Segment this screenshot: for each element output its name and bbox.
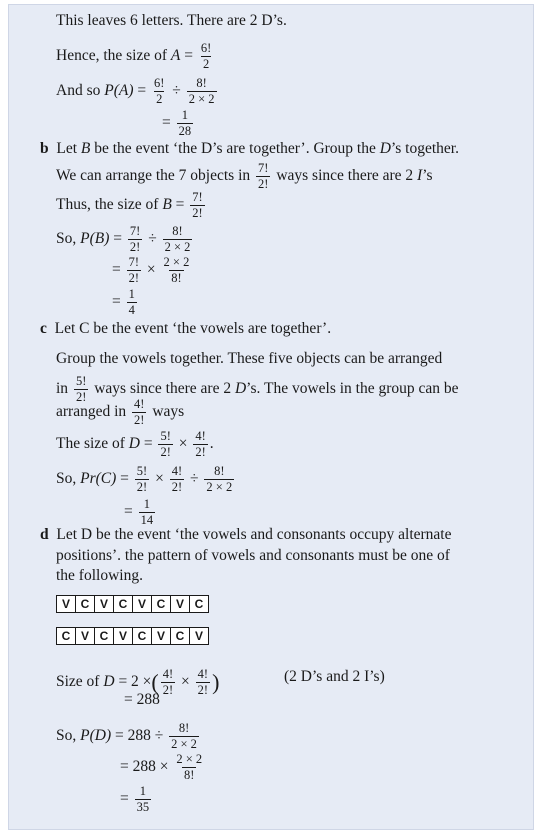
fraction: $\frac{6!}{2}$ (200, 41, 212, 71)
pattern-cell: C (171, 628, 190, 645)
fraction: $\frac{7!}{2!}$ (128, 255, 140, 285)
pattern-cell: V (114, 628, 133, 645)
size-of-A-line: Hence, the size of A = $\frac{6!}{2}$ (56, 41, 212, 71)
fraction: $\frac{6!}{2}$ (154, 76, 165, 106)
fraction: $\frac{4!}{2!}$ (162, 667, 174, 697)
fraction: $\frac{4!}{2!}$ (134, 397, 145, 427)
part-label: c (40, 320, 47, 337)
pattern-cell: V (190, 628, 209, 645)
note: (2 D’s and 2 I’s) (284, 668, 385, 685)
pattern-cell: V (57, 596, 76, 613)
fraction: $\frac{4!}{2!}$ (197, 667, 209, 697)
fraction: $\frac{1}{28}$ (178, 108, 192, 138)
fraction: $\frac{8!}{2 \times 2}$ (206, 464, 233, 494)
Pr-C-line: So, Pr(C) = $\frac{5!}{2!}$ × $\frac{4!}{2!}$ ÷ $\frac{8!}{2 \times 2}$ (56, 464, 233, 494)
part-d-intro-3: the following. (56, 567, 143, 584)
fraction: $\frac{5!}{2!}$ (160, 429, 171, 459)
fraction: $\frac{5!}{2!}$ (75, 374, 87, 404)
pattern-cell: V (171, 596, 190, 613)
pattern-cell: C (57, 628, 76, 645)
part-label: b (40, 140, 49, 157)
P-D-line: So, P(D) = 288 ÷ $\frac{8!}{2 \times 2}$ (56, 721, 197, 751)
part-b-intro: b Let B be the event ‘the D’s are together’. Group the D’s together. (40, 140, 459, 157)
P-D-step: = 288 × $\frac{2 \times 2}{8!}$ (120, 752, 203, 782)
pattern-cell: C (95, 628, 114, 645)
size-of-D-line-c: The size of D = $\frac{5!}{2!}$ × $\frac{4!}{2!}$ . (56, 429, 214, 459)
fraction: $\frac{8!}{2 \times 2}$ (188, 76, 215, 106)
pattern-cell: V (76, 628, 95, 645)
pattern-cvcv (56, 627, 209, 645)
P-B-line: So, P(B) = $\frac{7!}{2!}$ ÷ $\frac{8!}{2 \times 2}$ (56, 224, 191, 254)
part-c-arranged: arranged in $\frac{4!}{2!}$ ways (56, 397, 185, 427)
part-c-group: Group the vowels together. These five objects can be arranged (56, 350, 443, 367)
fraction: $\frac{5!}{2!}$ (136, 464, 148, 494)
part-d-intro: d Let D be the event ‘the vowels and consonants occupy alternate (40, 526, 452, 543)
pattern-cell: C (133, 628, 152, 645)
part-c-intro: c Let C be the event ‘the vowels are together’. (40, 320, 332, 337)
fraction: $\frac{1}{35}$ (136, 784, 150, 814)
pattern-cell: V (95, 596, 114, 613)
fraction: $\frac{1}{4}$ (128, 287, 135, 317)
text-line: This leaves 6 letters. There are 2 D’s. (56, 12, 287, 29)
P-D-result: = $\frac{1}{35}$ (120, 784, 150, 814)
fraction: $\frac{7!}{2!}$ (258, 161, 269, 191)
fraction: $\frac{8!}{2 \times 2}$ (171, 721, 197, 751)
part-d-intro-2: positions’. the pattern of vowels and consonants must be one of (56, 547, 450, 564)
Pr-C-result: = $\frac{1}{14}$ (124, 497, 154, 527)
fraction: $\frac{7!}{2!}$ (129, 224, 141, 254)
size-of-D-line: Size of D = 2 ×( $\frac{4!}{2!}$ × $\frac{4!}{2!}$ ) (56, 667, 220, 697)
fraction: $\frac{7!}{2!}$ (192, 190, 203, 220)
P-A-line: And so P(A) = $\frac{6!}{2}$ ÷ $\frac{8!}{2 \times 2}$ (56, 76, 215, 106)
pattern-cell: C (76, 596, 95, 613)
pattern-cell: C (190, 596, 209, 613)
fraction: $\frac{4!}{2!}$ (171, 464, 183, 494)
fraction: $\frac{1}{14}$ (140, 497, 154, 527)
size-of-D-result: = 288 (124, 691, 160, 708)
pattern-vcvc (56, 595, 209, 613)
pattern-cell: C (114, 596, 133, 613)
fraction: $\frac{8!}{2 \times 2}$ (164, 224, 191, 254)
P-B-step: = $\frac{7!}{2!}$ × $\frac{2 \times 2}{8!}$ (112, 255, 190, 285)
fraction: $\frac{2 \times 2}{8!}$ (176, 752, 203, 782)
fraction: $\frac{4!}{2!}$ (195, 429, 206, 459)
pattern-cell: V (152, 628, 171, 645)
part-label: d (40, 526, 49, 543)
fraction: $\frac{2 \times 2}{8!}$ (163, 255, 190, 285)
size-of-B-line: Thus, the size of B = $\frac{7!}{2!}$ (56, 190, 203, 220)
part-b-arrange: We can arrange the 7 objects in $\frac{7!}{2!}$ ways since there are 2 I’s (56, 161, 433, 191)
pattern-cell: C (152, 596, 171, 613)
P-A-result: = $\frac{1}{28}$ (162, 108, 192, 138)
pattern-cell: V (133, 596, 152, 613)
part-c-ways: in $\frac{5!}{2!}$ ways since there are 2 D’s. The vowels in the group can be (56, 374, 459, 404)
P-B-result: = $\frac{1}{4}$ (112, 287, 135, 317)
